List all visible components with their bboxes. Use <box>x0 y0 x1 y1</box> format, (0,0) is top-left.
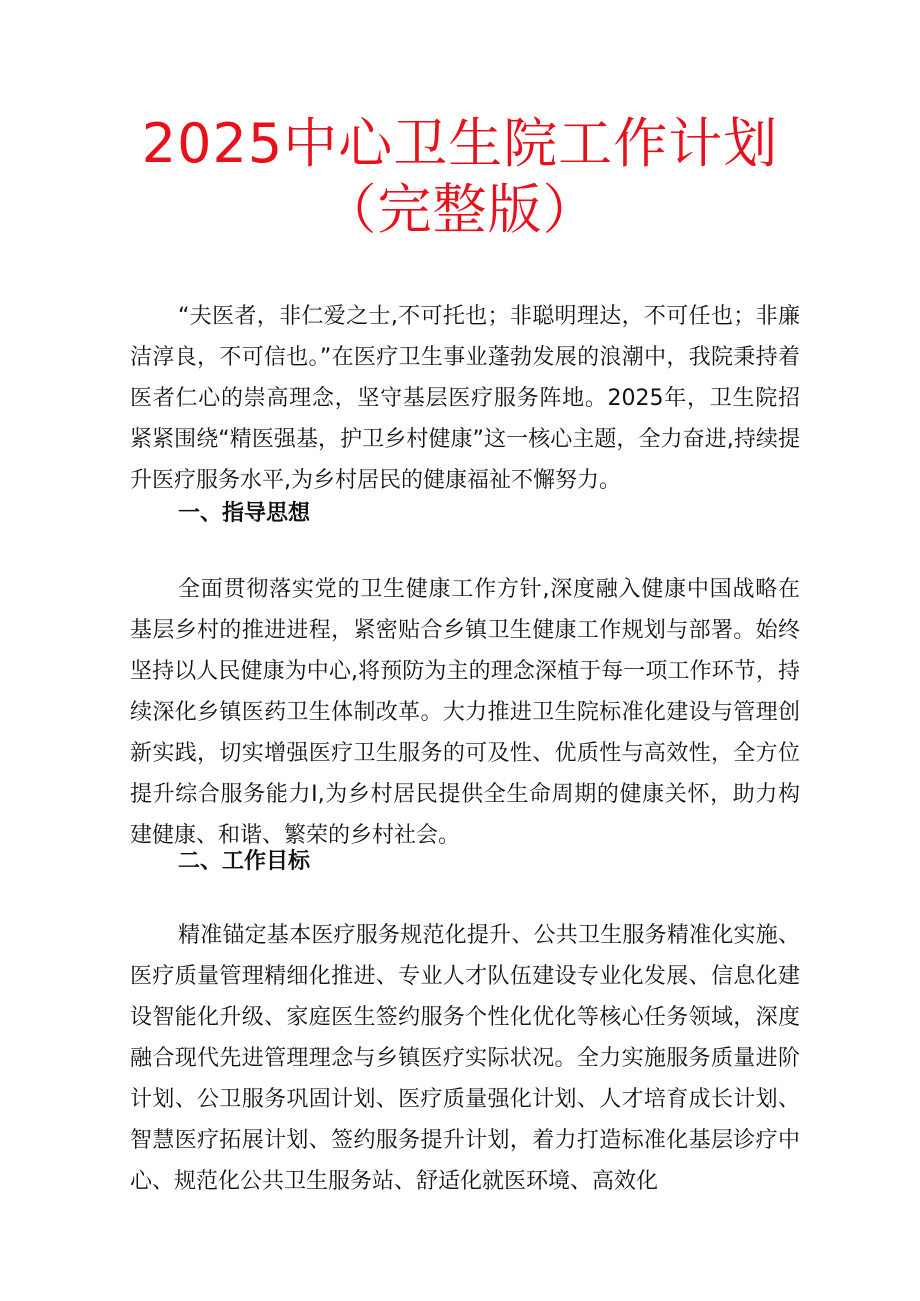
work-goals-paragraph: 精准锚定基本医疗服务规范化提升、公共卫生服务精准化实施、医疗质量管理精细化推进、专业人才队伍建设专业化发展、信息化建设智能化升级、家庭医生签约服务个性化优化等核心任务领域，深度融合现代先进管理理念与乡镇医疗实际状况。全力实施服务质量进阶计划、公卫服务巩固计划、医疗质量强化计划、人才培育成长计划、智慧医疗拓展计划、签约服务提升计划，着力打造标准化基层诊疗中心、规范化公共卫生服务站、舒适化就医环境、高效化 <box>130 923 800 1194</box>
document-title: 2025中心卫生院工作计划 <box>141 112 779 175</box>
section-heading-guiding-ideology: 一、指导思想 <box>178 501 311 526</box>
section-heading-work-goals: 二、工作目标 <box>178 849 311 874</box>
guiding-ideology-paragraph: 全面贯彻落实党的卫生健康工作方针,深度融入健康中国战略在基层乡村的推进进程，紧密贴合乡镇卫生健康工作规划与部署。始终坚持以人民健康为中心,将预防为主的理念深植于每一项工作环节，持续深化乡镇医药卫生体制改革。大力推进卫生院标准化建设与管理创新实践，切实增强医疗卫生服务的可及性、优质性与高效性，全方位提升综合服务能力I,为乡村居民提供全生命周期的健康关怀，助力构建健康、和谐、繁荣的乡村社会。 <box>130 577 800 848</box>
intro-paragraph: “夫医者，非仁爱之士,不可托也；非聪明理达，不可任也；非廉洁淳良，不可信也。”在医疗卫生事业蓬勃发展的浪潮中，我院秉持着医者仁心的崇高理念，坚守基层医疗服务阵地。2025年，卫生院招紧紧围绕“精医强基，护卫乡村健康”这一核心主题，全力奋进,持续提升医疗服务水平,为乡村居民的健康福祉不懈努力。 <box>130 304 800 493</box>
document-subtitle: （完整版） <box>322 178 598 241</box>
